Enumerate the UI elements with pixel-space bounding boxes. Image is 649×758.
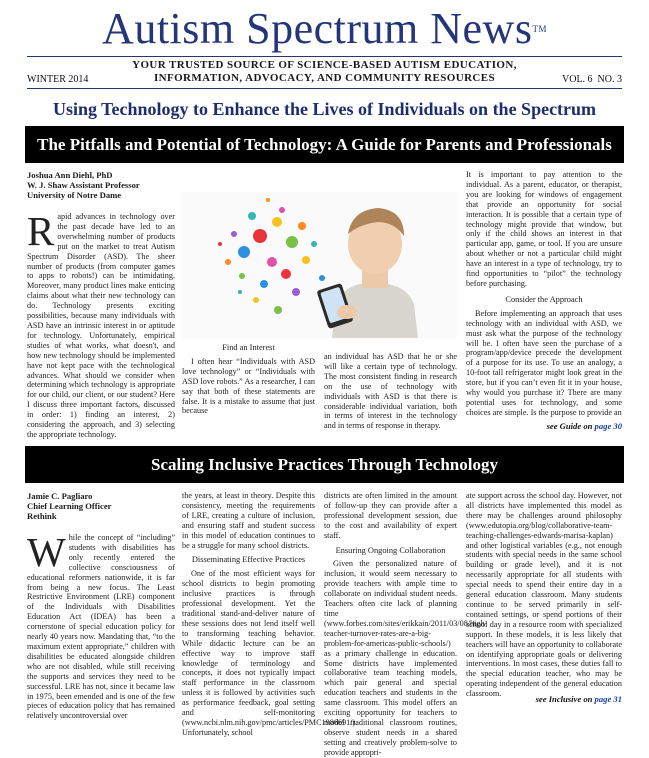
article-1-body-3: an individual has ASD that he or she will like a certain type of technology. The most consistent finding in research on the use of technology with individuals with ASD is that there is considerable individual variation, both in terms of interest in the technology and in terms of response in therapy. (324, 352, 457, 431)
trademark-mark: TM (532, 24, 547, 34)
article-1-continued-prefix: see Guide on (546, 421, 595, 431)
publication-title-text: Autism Spectrum News (102, 4, 533, 53)
article-1-column-3 (324, 352, 457, 430)
article-2-body-2a: the years, at least in theory. Despite this consistency, meeting the requirements of LRE, creating a culture of inclusion, and ensuring staff and student success in this model of education continues to be a struggle for many school districts. (182, 491, 315, 550)
article-2-dropcap: W (27, 529, 66, 575)
article-2-author-org: Rethink (27, 511, 57, 521)
issue-season: WINTER 2014 (27, 74, 89, 85)
child-tablet-photo (182, 192, 457, 338)
article-1-author-title: W. J. Shaw Assistant Professor (27, 180, 140, 190)
tagline-line-1: YOUR TRUSTED SOURCE OF SCIENCE-BASED AUTISM EDUCATION, (132, 59, 517, 71)
article-2-banner: Scaling Inclusive Practices Through Technology (25, 446, 624, 483)
masthead-rule-bottom (27, 88, 622, 89)
article-1-author-org: University of Notre Dame (27, 190, 122, 200)
article-1-continued (466, 421, 622, 431)
article-2-column-1 (27, 491, 175, 721)
article-1-body-1: apid advances in technology over the past decade have led to an overwhelming number of products put on the market to treat Autism Spectrum Disorder (ASD). The sheer number of products (from computer games to apps to robots!) can be intimidating. Moreover, many product lines make enticing claims about what their new technology can do. Technology presents exciting possibilities, because many individuals with ASD have an intrinsic interest in or aptitude for technology. Unfortunately, empirical studies of what works, what doesn't, and how new technology should be implemented have not kept pace with the technological advances. What should we consider when determining which technology is appropriate for our child, our client, or our student? Here I discuss three important factors, discussed in order: 1) finding an interest, 2) considering the approach, and 3) selecting the appropriate technology. (27, 212, 175, 439)
article-2-subhead-collaboration: Ensuring Ongoing Collaboration (335, 545, 446, 555)
masthead-rule-top (27, 56, 622, 57)
masthead (0, 0, 649, 93)
article-2-column-2 (182, 491, 358, 737)
article-1-column-2 (182, 340, 315, 430)
article-1-author-name: Joshua Ann Diehl, PhD (27, 170, 113, 180)
tagline-line-2: INFORMATION, ADVOCACY, AND COMMUNITY RESOURCES (153, 72, 496, 84)
article-2-continued-link[interactable]: page 31 (594, 694, 622, 704)
article-2-author-name: Jamie C. Pagliaro (27, 491, 93, 501)
article-2-author-title: Chief Learning Officer (27, 501, 112, 511)
article-1-body-4b: Before implementing an approach that uses technology with an individual with ASD, we must ask what the purpose of the technology will be. I often have seen the purchase of a program/app/device precede the development of a purpose for its use. To use an analogy, a 10-foot tall refrigerator might look great in the store, but if you can’t even fit it in your house, why would you purchase it? There are many potential uses for technology, and some choices are simple. Is the purpose to provide an (466, 308, 622, 417)
article-2-continued-prefix: see Inclusive on (535, 694, 595, 704)
article-1-body-2: I often hear “Individuals with ASD love technology” or “Individuals with ASD love robots.” As a researcher, I can say that both of these statements are false. It is a mistake to assume that just because (182, 356, 315, 416)
section-heading: Using Technology to Enhance the Lives of Individuals on the Spectrum (52, 99, 597, 119)
article-2-subhead-disseminating: Disseminating Effective Practices (191, 555, 306, 565)
article-1-subhead-approach: Consider the Approach (505, 294, 583, 304)
article-1-continued-link[interactable]: page 30 (594, 421, 622, 431)
article-2-body-4: ate support across the school day. However, not all districts have implemented this model as there may be challenges around philosophy (www.edutopia.org/blog/collaborative-team-teaching-challenges-edwards-marisa-kaplan) and other logistical variables (e.g., not enough students with special needs in the same school building or grade level), and it is not necessarily appropriate for all students with special needs to spend their entire day in a general education classroom. Many students continue to be served primarily in self-contained settings, or spend portions of their school day in a resource room with specialized support. In these models, it is less likely that teachers will have an opportunity to collaborate on identifying appropriate goals or delivering interventions. In most cases, these duties fall to the special education teacher, who may be operating independent of the general education classroom. (466, 491, 622, 699)
article-1-subhead-interest: Find an Interest (222, 343, 275, 352)
article-1-dropcap: R (27, 208, 55, 254)
article-2-body-1: hile the concept of “including” students with disabilities has only recently entered the collective consciousness of educational reformers nationwide, it is far from being a new focus. The Least Restrictive Environment (LRE) component of the Individuals with Disabilities Education Act (IDEA) has been a cornerstone of special education policy for nearly 40 years now. Mandating that, “to the maximum extent appropriate,” children with disabilities be educated alongside children who are not disabled, while still receiving the supports and services they need to be successful. LRE has not, since it became law in 1975, been emended and is one of the few pieces of education policy that has remained relatively uncontroversial over (27, 533, 175, 721)
photo-illustration (182, 192, 457, 338)
article-1-column-4 (466, 170, 622, 430)
article-1-banner: The Pitfalls and Potential of Technology: A Guide for Parents and Professionals (25, 126, 624, 163)
article-2-body-2b: One of the most efficient ways for school districts to begin promoting inclusive practices is through professional development. Yet the traditional stand-and-deliver nature of these sessions does not lend itself well to transforming teaching behavior. While didactic lecture can be an effective way to improve staff knowledge of terminology and concepts, it does not typically impact staff performance in the classroom unless it is followed by activities such as performance feedback, goal setting and self-monitoring (www.ncbi.nlm.nih.gov/pmc/articles/PMC1986691/). Unfortunately, school (182, 569, 358, 737)
article-1-column-1 (27, 170, 175, 439)
article-2-column-3 (324, 491, 488, 757)
article-2-body-3b: Given the personalized nature of inclusion, it would seem necessary to provide teachers with ample time to collaborate on individual student needs. Teachers often cite lack of planning time (www.forbes.com/sites/erikkain/2011/03/08/high-teacher-turnover-rates-are-a-big-problem-for-americas-public-schools/) as a primary challenge in education. Some districts have implemented collaborative team teaching models, which pair general and special education teachers and students in the same classroom. This model offers an exciting opportunity for teachers to model traditional classroom routines, observe student needs in a shared setting and creatively problem-solve to provide appropri- (324, 559, 488, 757)
article-2-body-3a: districts are often limited in the amount of follow-up they can provide after a professional development session, due to the cost and availability of expert staff. (324, 491, 457, 540)
article-2-continued (466, 694, 622, 704)
article-1-body-4a: It is important to pay attention to the individual. As a parent, educator, or therapist, you are looking for windows of engagement that provide an opportunity for social interaction. It is possible that a certain type of technology might provide that window, but only if the child shows an interest in that particular app, game, or tool. If you are unsure about whether or not a particular child might have an interest in a type of technology, try to find opportunities to “pilot” the technology before purchasing. (466, 170, 622, 288)
publication-title (0, 6, 649, 52)
issue-volume: VOL. 6 NO. 3 (562, 74, 622, 85)
